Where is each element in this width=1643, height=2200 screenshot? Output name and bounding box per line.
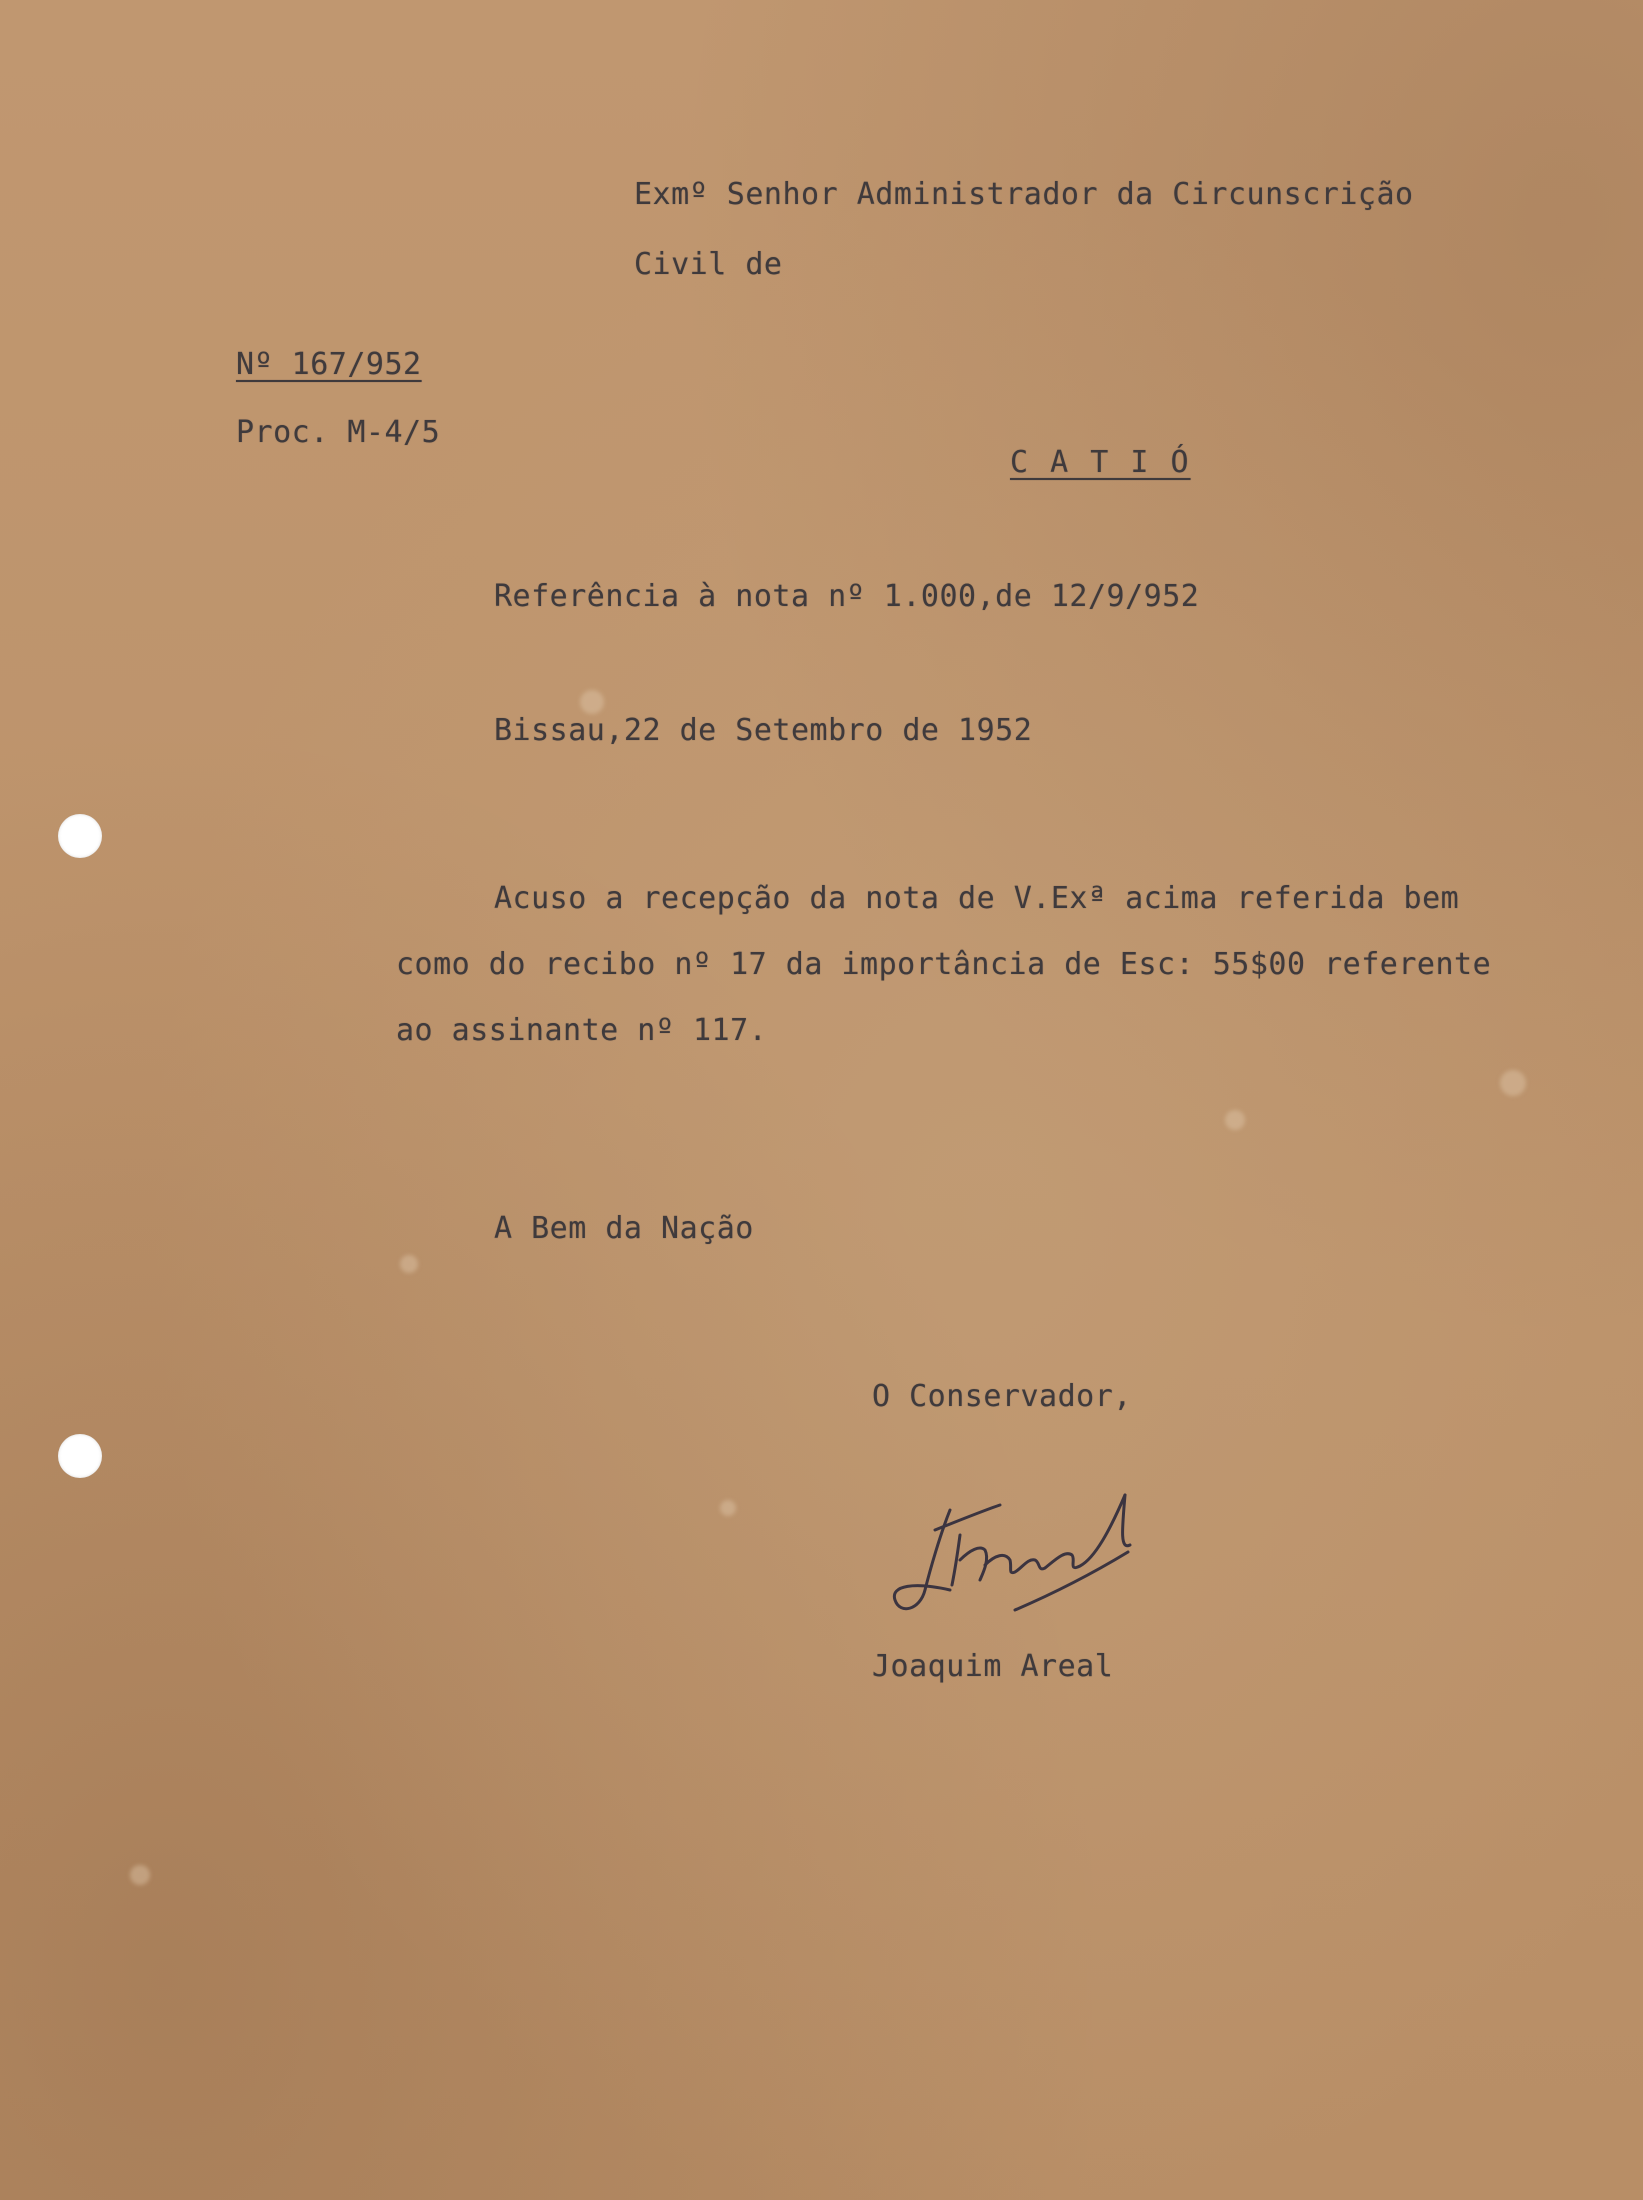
closing-formula: A Bem da Nação bbox=[494, 1211, 754, 1246]
paper-spot bbox=[1500, 1070, 1526, 1096]
subject-reference: Referência à nota nº 1.000,de 12/9/952 bbox=[494, 579, 1200, 614]
punch-hole bbox=[58, 814, 102, 858]
paper-spot bbox=[1225, 1110, 1245, 1130]
body-line-2: como do recibo nº 17 da importância de Esc: 55$00 referente bbox=[396, 947, 1492, 982]
paper-spot bbox=[400, 1255, 418, 1273]
process-number: Proc. M-4/5 bbox=[236, 415, 441, 450]
addressee-line-1: Exmº Senhor Administrador da Circunscrição bbox=[634, 177, 1414, 212]
body-line-1: Acuso a recepção da nota de V.Exª acima referida bem bbox=[494, 881, 1460, 916]
signatory-name: Joaquim Areal bbox=[872, 1649, 1114, 1684]
place-date: Bissau,22 de Setembro de 1952 bbox=[494, 713, 1033, 748]
handwritten-signature bbox=[890, 1490, 1150, 1630]
paper-spot bbox=[720, 1500, 736, 1516]
addressee-line-2: Civil de bbox=[634, 247, 783, 282]
body-line-3: ao assinante nº 117. bbox=[396, 1013, 768, 1048]
signatory-role: O Conservador, bbox=[872, 1379, 1132, 1414]
paper-spot bbox=[580, 690, 604, 714]
addressee-place: C A T I Ó bbox=[1010, 445, 1191, 480]
punch-hole bbox=[58, 1434, 102, 1478]
document-number: Nº 167/952 bbox=[236, 347, 422, 382]
paper-spot bbox=[130, 1865, 150, 1885]
